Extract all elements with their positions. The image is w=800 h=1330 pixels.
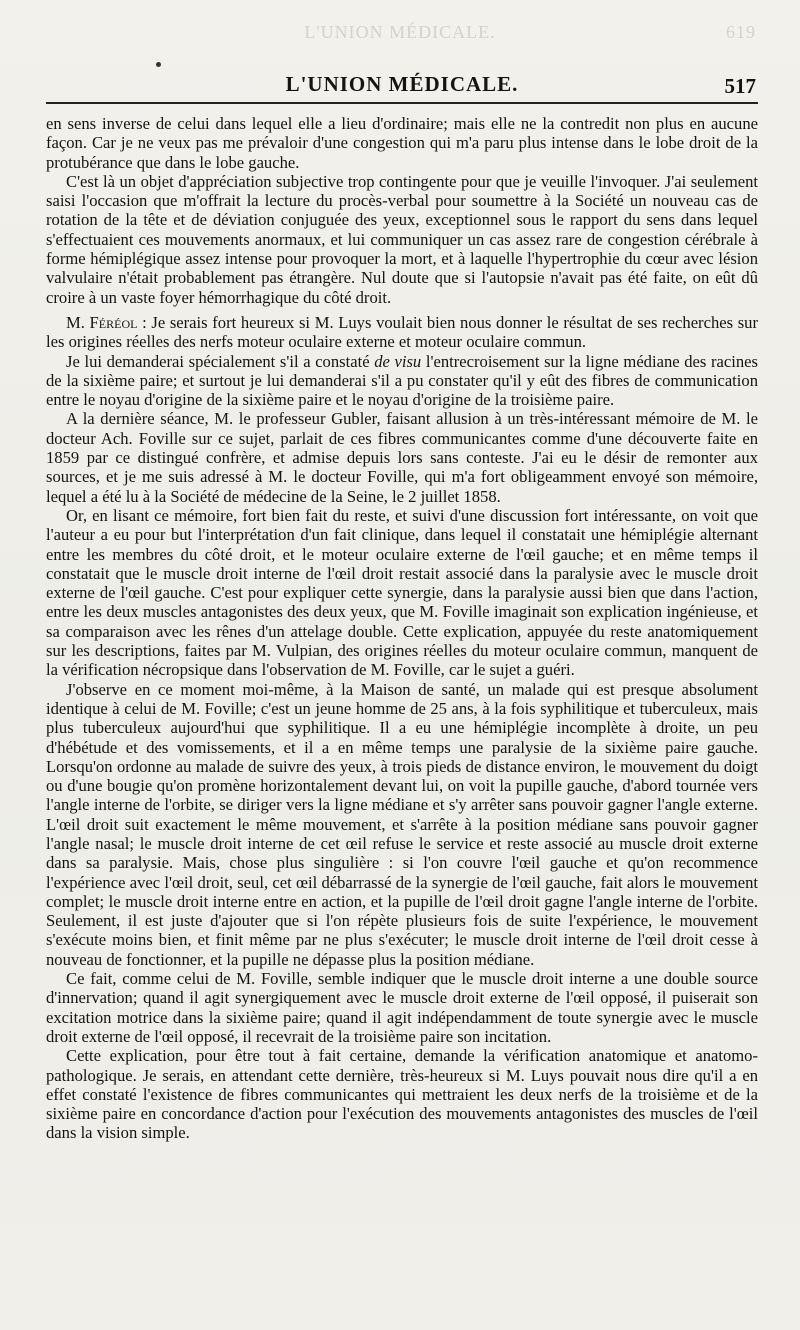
running-head <box>46 72 758 104</box>
ghost-title: L'UNION MÉDICALE. <box>304 22 496 42</box>
paragraph-3-before: Je lui demanderai spécialement s'il a constaté <box>66 351 375 371</box>
page-number: 517 <box>724 74 756 98</box>
article-body <box>46 114 758 1143</box>
paragraph-3 <box>46 352 758 410</box>
paragraph-1: en sens inverse de celui dans lequel elle a lieu d'ordinaire; mais elle ne la contredit non plus en aucune façon. Car je ne veux pas me prévaloir d'une congestion qui m'a paru plus intense dans le lobe droit de la protubérance que dans le lobe gauche. <box>46 114 758 172</box>
speaker-name: M. Féréol <box>66 312 138 332</box>
paragraph-3-italic: de visu <box>374 351 422 371</box>
journal-title: L'UNION MÉDICALE. <box>285 72 519 96</box>
bleed-through-header <box>0 22 800 43</box>
paragraph-5: Or, en lisant ce mémoire, fort bien fait du reste, et suivi d'une discussion fort intéressante, on voit que l'auteur a eu pour but l'interprétation d'un fait clinique, dans lequel il constatait une hémiplégie alternant entre les membres du côté droit, et le moteur oculaire externe de l'œil gauche; et en même temps il constatait que le muscle droit interne de l'œil droit restait associé dans la paralysie avec le muscle droit externe de l'œil gauche. C'est pour expliquer cette synergie, dans la paralysie aussi bien que dans l'action, entre les deux muscles antagonistes des deux yeux, que M. Foville imaginait son explication ingénieuse, et sa comparaison avec les rênes d'un attelage double. Cette explication, appuyée du reste anatomiquement sur les descriptions, faites par M. Vulpian, des origines réelles du moteur oculaire commun, manquent de la vérification nécropsique dans l'observation de M. Foville, car le sujet a guéri. <box>46 505 758 680</box>
paragraph-3-after: l'entrecroisement sur la ligne médiane des racines de la sixième paire; et surtout je lui demanderai s'il a pu constater qu'il y eût des fibres de communication entre le noyau d'origine de la sixième paire et le noyau d'origine de la troisième paire. <box>46 351 758 410</box>
ghost-page-number: 619 <box>726 22 756 42</box>
paragraph-7: Ce fait, comme celui de M. Foville, semble indiquer que le muscle droit interne a une double source d'innervation; quand il agit synergiquement avec le muscle droit externe de l'œil opposé, il puiserait son excitation motrice dans la sixième paire; quand il agit indépendamment de toute synergie avec le muscle droit externe de l'œil opposé, il recevrait de la troisième paire son incitation. <box>46 969 758 1046</box>
paragraph-fereol <box>46 313 758 352</box>
speaker-text: : Je serais fort heureux si M. Luys voulait bien nous donner le résultat de ses recherches sur les origines réelles des nerfs moteur oculaire externe et moteur oculaire commun. <box>46 312 758 352</box>
print-mark <box>156 62 161 67</box>
paragraph-4: A la dernière séance, M. le professeur Gubler, faisant allusion à un très-intéressant mémoire de M. le docteur Ach. Foville sur ce sujet, parlait de ces fibres communicantes comme d'une découverte faite en 1859 par ce distingué confrère, et admise depuis lors sans conteste. J'ai eu le désir de remonter aux sources, et je me suis adressé à M. le docteur Foville, qui m'a fort obligeamment envoyé son mémoire, lequel a été lu à la Société de médecine de la Seine, le 2 juillet 1858. <box>46 409 758 506</box>
paragraph-8: Cette explication, pour être tout à fait certaine, demande la vérification anatomique et anatomo-pathologique. Je serais, en attendant cette dernière, très-heureux si M. Luys pouvait nous dire qu'il a en effet constaté l'existence de fibres communicantes qui mettraient les deux nerfs de la troisième et de la sixième paire en concordance d'action pour l'exécution des mouvements antagonistes des muscles de l'œil dans la vision simple. <box>46 1046 758 1143</box>
paragraph-2: C'est là un objet d'appréciation subjective trop contingente pour que je veuille l'invoquer. J'ai seulement saisi l'occasion que m'offrait la lecture du procès-verbal pour soumettre à la Société un nouveau cas de rotation de la tête et de déviation conjuguée des yeux, exceptionnel sous le rapport du sens dans lequel s'effectuaient ces mouvements anormaux, et lui communiquer un cas assez rare de congestion cérébrale à forme hémiplégique assez intense pour provoquer la mort, et à laquelle l'hypertrophie du cœur avec lésion valvulaire n'était probablement pas étrangère. Nul doute que si l'autopsie n'avait pas été faite, on eût dû croire à un vaste foyer hémorrhagique du côté droit. <box>46 171 758 307</box>
paragraph-6: J'observe en ce moment moi-même, à la Maison de santé, un malade qui est presque absolument identique à celui de M. Foville; c'est un jeune homme de 25 ans, à la fois syphilitique et tuberculeux, mais plus tuberculeux aujourd'hui que syphilitique. Il a eu une hémiplégie incomplète à droite, un peu d'hébétude et des vomissements, et il a en même temps une paralysie de la sixième paire gauche. Lorsqu'on ordonne au malade de suivre des yeux, à trois pieds de distance environ, le mouvement du doigt ou d'une bougie qu'on promène horizontalement devant lui, on voit la pupille gauche, d'abord tournée vers l'angle interne de l'orbite, se diriger vers la ligne médiane et s'y arrêter sans pouvoir gagner l'angle externe. L'œil droit suit exactement le même mouvement, et s'arrête à la position médiane sans pouvoir gagner l'angle nasal; le muscle droit interne de cet œil refuse le service et reste associé au muscle droit externe dans sa paralysie. Mais, chose plus singulière : si l'on couvre l'œil gauche et qu'on recommence l'expérience avec l'œil droit, seul, cet œil débarrassé de la synergie de l'œil gauche, fait alors le mouvement complet; le muscle droit interne entre en action, et la pupille de l'œil droit gagne l'angle interne de l'orbite. Seulement, il est juste d'ajouter que si l'on répète plusieurs fois de suite l'expérience, le mouvement s'exécute moins bien, et finit même par ne plus s'exécuter; le muscle droit interne de l'œil droit cesse à nouveau de fonctionner, et la pupille ne dépasse plus la position médiane. <box>46 679 758 969</box>
